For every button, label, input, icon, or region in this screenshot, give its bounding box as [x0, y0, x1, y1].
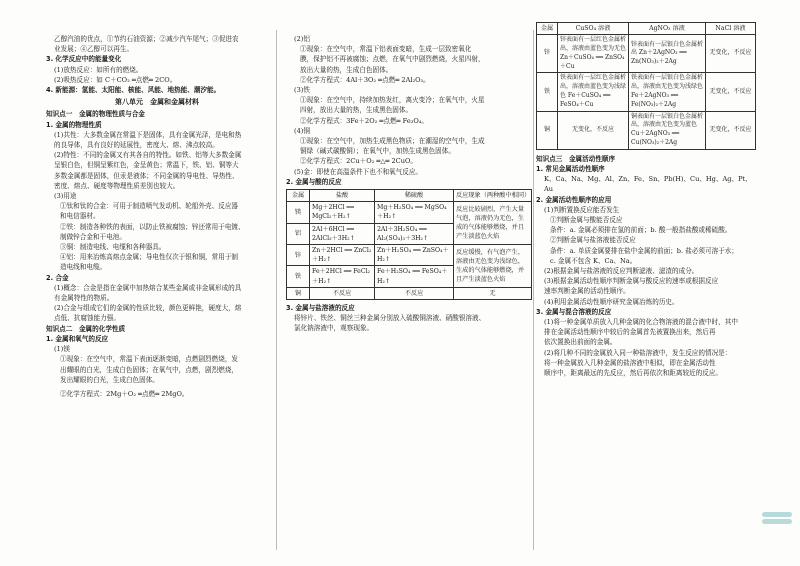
- text-line: 点低、抗腐蚀能力强。: [54, 314, 120, 323]
- table-header-cell: 盐酸: [310, 190, 375, 202]
- table-header-cell: 金属: [287, 190, 310, 202]
- table-header-cell: AgNO₃ 溶液: [629, 23, 706, 35]
- text-line: (1)将一种金属单质放入几种金属的化合物溶液的混合液中时，其中: [544, 318, 738, 327]
- text-line: 发出耀眼的白光，生成白色固体。: [60, 375, 159, 384]
- section-heading: 1. 金属的物理性质: [46, 120, 102, 129]
- table-cell: 锌表面有一层银白色金属析出 Zn＋2AgNO₃ ══ Zn(NO₃)₂＋2Ag: [629, 35, 706, 73]
- section-heading: 1. 常见金属活动性顺序: [536, 164, 605, 173]
- table-header-cell: 反应现象（两种酸中相同）: [454, 190, 532, 202]
- text-line: (5)金：即使在高温条件下也不和氧气反应。: [294, 167, 423, 176]
- text-line: ②判断金属与盐溶液能否反应: [550, 236, 636, 245]
- table-header-cell: 稀硫酸: [375, 190, 454, 202]
- text-line: 顺序中，距离最远的先反应，然后再依次和距离较近的反应。: [544, 369, 723, 378]
- metal-acid-table: [286, 189, 532, 300]
- text-line: 条件：a. 金属必须排在氢的前面；b. 酸一般指盐酸或稀硫酸。: [550, 226, 732, 235]
- unit-title: 第八单元 金属和金属材料: [115, 98, 199, 107]
- table-row: [537, 111, 756, 149]
- text-line: ①现象：在空气中，持续加热发红，离火变冷；在氧气中，火星: [300, 96, 485, 105]
- column-right: [536, 22, 756, 378]
- text-line: ②化学方程式：2Cu＋O₂ ═△═ 2CuO。: [300, 157, 417, 166]
- text-line: (2)吸热反应：如 C＋CO₂ ═点燃═ 2CO。: [54, 75, 177, 84]
- text-line: ②化学方程式：4Al＋3O₂ ═点燃═ 2Al₂O₃。: [300, 75, 430, 84]
- text-line: ①判断金属与酸能否反应: [550, 215, 623, 224]
- section-heading: 3. 金属与盐溶液的反应: [286, 304, 355, 313]
- table-cell: 铁表面有一层银白色金属析出，溶液由无色变为浅绿色 Fe＋2AgNO₃ ══ Fe(NO₃)₂＋2Ag: [629, 73, 706, 111]
- table-cell: Zn＋2HCl ══ ZnCl₂＋H₂↑: [310, 245, 375, 266]
- text-line: 条件：a. 单质金属要排在盐中金属的前面；b. 盐必须可溶于水；: [550, 246, 738, 255]
- table-cell: 反应缓慢，有气泡产生，溶液由无色变为浅绿色，生成的气体能够燃烧，并且产生淡蓝色火焰: [454, 245, 532, 288]
- table-cell: 铁: [287, 266, 310, 287]
- table-cell: 铜: [287, 287, 310, 299]
- text-line: 制做锌合金和干电池。: [60, 232, 126, 241]
- column-divider: [533, 30, 534, 550]
- text-line: 密度、熔点、硬度等物理性质差别也较大。: [54, 181, 180, 190]
- text-line: (3)用途: [54, 192, 77, 201]
- text-line: 呈银白色，但铜呈紫红色，金呈黄色；常温下，铁、铝、铜等大: [54, 161, 239, 170]
- table-cell: 2Al＋3H₂SO₄ ══ Al₂(SO₄)₃＋3H₂↑: [375, 223, 454, 244]
- text-line: 铜绿（碱式碳酸铜）；在氧气中，加热生成黑色固体。: [300, 147, 455, 156]
- text-line: (4)铜: [294, 126, 310, 135]
- text-line: ①现象：在空气中，加热生成黑色物质；在潮湿的空气中，生成: [300, 137, 485, 146]
- text-line: 多数金属都是固体，但汞是液体；不同金属的导电性、导热性、: [54, 171, 239, 180]
- binding-clip: [762, 512, 792, 517]
- table-cell: 锌: [287, 245, 310, 266]
- table-row: [287, 287, 532, 299]
- text-line: 排在金属活动性顺序中较后的金属首先被置换出来，然后再: [544, 328, 716, 337]
- section-heading: 4. 新能源：氢能、太阳能、核能、风能、地热能、潮汐能。: [46, 86, 221, 95]
- table-row: [537, 73, 756, 111]
- table-cell: 反应比较剧烈，产生大量气泡，溶液仍为无色，生成的气体能够燃烧，并且产生淡蓝色火焰: [454, 202, 532, 245]
- text-line: ②化学方程式：2Mg＋O₂ ═点燃═ 2MgO。: [60, 389, 189, 398]
- column-left: [46, 34, 268, 399]
- section-heading: 1. 金属和氧气的反应: [46, 334, 109, 343]
- text-line: (2)合金与组成它们的金属的性质比较，颜色更鲜艳，硬度大，熔: [54, 304, 242, 313]
- table-header-cell: NaCl 溶液: [706, 23, 756, 35]
- section-heading: 3. 金属与混合溶液的反应: [536, 307, 612, 316]
- table-cell: 无变化，不反应: [706, 35, 756, 73]
- text-line: 氯化钠溶液中，观察现象。: [294, 324, 374, 333]
- text-line: 将一种金属放入几种金属的盐溶液中相似，即在金属活动性: [544, 358, 716, 367]
- binding-clip: [762, 519, 792, 524]
- text-line: 业发展；④乙醇可以再生。: [54, 45, 134, 54]
- text-line: 四射，放出大量的热，生成黑色固体。: [300, 106, 413, 115]
- table-cell: 铁表面有一层红色金属析出，溶液由蓝色变为浅绿色 Fe＋CuSO₄ ══ FeSO₄＋Cu: [558, 73, 629, 111]
- text-line: 的良导体，具有良好的延展性，密度大、熔、沸点较高。: [54, 141, 219, 150]
- table-cell: Fe＋2HCl ══ FeCl₂＋H₂↑: [310, 266, 375, 287]
- table-cell: Zn＋H₂SO₄ ══ ZnSO₄＋H₂↑: [375, 245, 454, 266]
- table-cell: 无: [454, 287, 532, 299]
- table-row: [537, 35, 756, 73]
- text-line: (1)镁: [54, 345, 70, 354]
- table-cell: 镁: [287, 202, 310, 223]
- table-cell: 不反应: [310, 287, 375, 299]
- text-line: 和电信器材。: [60, 212, 100, 221]
- table-cell: 铜表面有一层银白色金属析出，溶液由无色变为蓝色 Cu＋2AgNO₃ ══ Cu(NO₃)₂＋2Ag: [629, 111, 706, 149]
- table-row: [287, 202, 532, 223]
- column-divider: [276, 30, 277, 550]
- text-line: (2)特性：不同的金属又有其各自的特性。如铁、铝等大多数金属: [54, 151, 242, 160]
- table-cell: 铝: [287, 223, 310, 244]
- table-header-cell: CuSO₄ 溶液: [558, 23, 629, 35]
- metal-salt-table: [536, 22, 756, 150]
- text-line: ③铜：制造电线、电缆和各种器具。: [60, 243, 166, 252]
- text-line: 膜，保护铝不再被腐蚀；点燃，在氧气中剧烈燃烧，火星四射，: [300, 55, 485, 64]
- text-line: (1)放热反应：如所有的燃烧。: [54, 65, 143, 74]
- text-line: (3)铁: [294, 86, 310, 95]
- text-line: (2)将几种不同的金属放入同一种盐溶液中，发生反应的情况是：: [544, 348, 732, 357]
- text-line: 出耀眼的白光，生成白色固体；在氧气中，点燃，剧烈燃烧，: [60, 365, 239, 374]
- table-header-cell: 金属: [537, 23, 558, 35]
- table-cell: 无变化，不反应: [706, 111, 756, 149]
- text-line: ①现象：在空气中，常温下表面逐渐变暗，点燃剧烈燃烧，发: [60, 355, 239, 364]
- section-heading: 2. 金属与酸的反应: [286, 177, 342, 186]
- column-middle: [286, 34, 532, 334]
- text-line: ①钛和钛的合金：可用于制造喷气发动机、轮船外壳、反应器: [60, 202, 239, 211]
- text-line: K、Ca、Na、Mg、Al、Zn、Fe、Sn、Pb(H)、Cu、Hg、Ag、Pt、Au: [544, 175, 752, 194]
- section-heading: 2. 金属活动性顺序的应用: [536, 195, 612, 204]
- table-cell: Fe＋H₂SO₄ ══ FeSO₄＋H₂↑: [375, 266, 454, 287]
- text-line: 造电线和电缆。: [60, 263, 107, 272]
- table-cell: 无变化，不反应: [558, 111, 629, 149]
- text-line: (3)根据金属活动性顺序判断金属与酸反应的速率或根据反应: [544, 277, 719, 286]
- table-cell: 2Al＋6HCl ══ 2AlCl₃＋3H₂↑: [310, 223, 375, 244]
- table-row: [287, 245, 532, 266]
- text-line: ②铁：制造各种铁的表面，以防止铁被腐蚀；锌还常用于电镀、: [60, 222, 245, 231]
- text-line: 将锌片、铁丝、铜丝三种金属分别放入硫酸铜溶液、硝酸银溶液、: [294, 314, 486, 323]
- section-heading: 3. 化学反应中的能量变化: [46, 55, 122, 64]
- table-cell: 铁: [537, 73, 558, 111]
- text-line: c. 金属不包含 K、Ca、Na。: [550, 256, 637, 265]
- text-line: 放出大量的热，生成白色固体。: [300, 65, 393, 74]
- table-cell: Mg＋2HCl ══ MgCl₂＋H₂↑: [310, 202, 375, 223]
- table-cell: Mg＋H₂SO₄ ══ MgSO₄＋H₂↑: [375, 202, 454, 223]
- table-cell: 无变化，不反应: [706, 73, 756, 111]
- text-line: (2)根据金属与盐溶液的反应判断滤液、滤渣的成分。: [544, 267, 699, 275]
- knowledge-point-heading: 知识点二 金属的化学性质: [46, 324, 126, 333]
- knowledge-point-heading: 知识点三 金属活动性顺序: [536, 154, 616, 163]
- text-line: (1)判断置换反应能否发生: [544, 205, 620, 214]
- text-line: (1)概念：合金是指在金属中加热熔合某些金属或非金属形成的具: [54, 283, 242, 292]
- knowledge-point-heading: 知识点一 金属的物理性质与合金: [46, 110, 145, 119]
- text-line: 速率判断金属的活动性顺序。: [544, 287, 630, 296]
- table-cell: 锌表面有一层红色金属析出，溶液由蓝色变为无色 Zn＋CuSO₄ ══ ZnSO₄＋Cu: [558, 35, 629, 73]
- text-line: ④铝：用来冶炼高熔点金属；导电性仅次于银和铜，常用于制: [60, 253, 239, 262]
- text-line: 有金属特性的物质。: [54, 294, 114, 303]
- table-cell: 铜: [537, 111, 558, 149]
- text-line: 乙醇汽油的优点，①节约石油资源；②减少汽车尾气；③促进农: [54, 35, 239, 43]
- table-cell: 锌: [537, 35, 558, 73]
- text-line: ①现象：在空气中，常温下铝表面变暗，生成一层致密氧化: [300, 45, 472, 54]
- table-cell: 不反应: [375, 287, 454, 299]
- text-line: ②化学方程式：3Fe＋2O₂ ═点燃═ Fe₃O₄。: [300, 116, 429, 125]
- text-line: (1)共性：大多数金属在常温下是固体，具有金属光泽，是电和热: [54, 130, 242, 139]
- table-header-row: [287, 190, 532, 202]
- table-header-row: [537, 23, 756, 35]
- text-line: (2)铝: [294, 35, 310, 43]
- section-heading: 2. 合金: [46, 273, 69, 282]
- text-line: (4)利用金属活动性顺序研究金属冶炼的历史。: [544, 297, 679, 306]
- text-line: 依次置换出前面的金属。: [544, 338, 617, 347]
